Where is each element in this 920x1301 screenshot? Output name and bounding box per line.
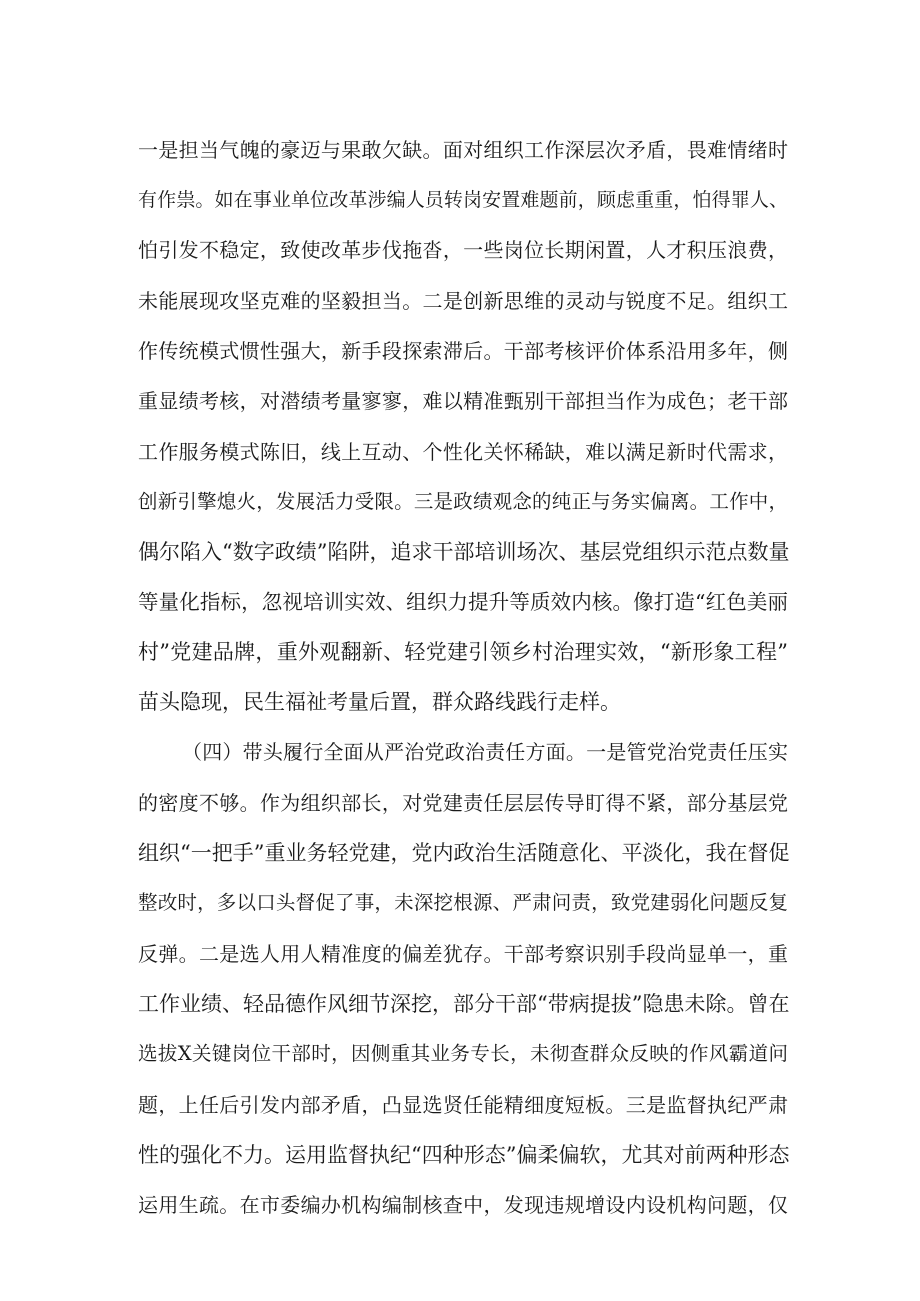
text-line-6: 重显绩考核，对潜绩考量寥寥，难以精准甄别干部担当作为成色；老干部 bbox=[138, 389, 788, 413]
text-line-4: 未能展现攻坚克难的坚毅担当。二是创新思维的灵动与锐度不足。组织工 bbox=[138, 289, 788, 313]
text-line-10: 等量化指标，忽视培训实效、组织力提升等质效内核。像打造“红色美丽 bbox=[138, 590, 788, 614]
text-line-1: 一是担当气魄的豪迈与果敢欠缺。面对组织工作深层次矛盾，畏难情绪时 bbox=[138, 138, 788, 162]
text-line-12: 苗头隐现，民生福祉考量后置，群众路线践行走样。 bbox=[138, 690, 621, 714]
text-line-22: 运用生疏。在市委编办机构编制核查中，发现违规增设内设机构问题，仅 bbox=[138, 1193, 788, 1217]
text-line-3: 怕引发不稳定，致使改革步伐拖沓，一些岗位长期闲置，人才积压浪费， bbox=[138, 238, 788, 262]
text-line-2: 有作祟。如在事业单位改革涉编人员转岗安置难题前，顾虑重重，怕得罪人、 bbox=[138, 189, 788, 211]
text-line-21: 性的强化不力。运用监督执纪“四种形态”偏柔偏软，尤其对前两种形态 bbox=[138, 1143, 790, 1167]
text-line-18: 工作业绩、轻品德作风细节深挖，部分干部“带病提拔”隐患未除。曾在 bbox=[138, 992, 790, 1016]
text-line-7: 工作服务模式陈旧，线上互动、个性化关怀稀缺，难以满足新时代需求， bbox=[138, 440, 788, 464]
text-line-20: 题，上任后引发内部矛盾，凸显选贤任能精细度短板。三是监督执纪严肃 bbox=[138, 1093, 788, 1117]
text-line-14: 的密度不够。作为组织部长，对党建责任层层传导盯得不紧，部分基层党 bbox=[138, 791, 788, 815]
text-line-11: 村”党建品牌，重外观翻新、轻党建引领乡村治理实效，“新形象工程” bbox=[138, 640, 788, 664]
text-line-17: 反弹。二是选人用人精准度的偏差犹存。干部考察识别手段尚显单一，重 bbox=[138, 942, 788, 966]
text-line-5: 作传统模式惯性强大，新手段探索滞后。干部考核评价体系沿用多年，侧 bbox=[138, 339, 788, 363]
text-line-8: 创新引擎熄火，发展活力受限。三是政绩观念的纯正与务实偏离。工作中， bbox=[138, 490, 788, 513]
text-line-15: 组织“一把手”重业务轻党建，党内政治生活随意化、平淡化，我在督促 bbox=[138, 841, 790, 865]
text-line-19: 选拔X关键岗位干部时，因侧重其业务专长，未彻查群众反映的作风霸道问 bbox=[138, 1042, 788, 1065]
text-line-13: （四）带头履行全面从严治党政治责任方面。一是管党治党责任压实 bbox=[182, 740, 788, 764]
text-line-9: 偶尔陷入“数字政绩”陷阱，追求干部培训场次、基层党组织示范点数量 bbox=[138, 540, 790, 564]
text-line-16: 整改时，多以口头督促了事，未深挖根源、严肃问责，致党建弱化问题反复 bbox=[138, 891, 788, 914]
